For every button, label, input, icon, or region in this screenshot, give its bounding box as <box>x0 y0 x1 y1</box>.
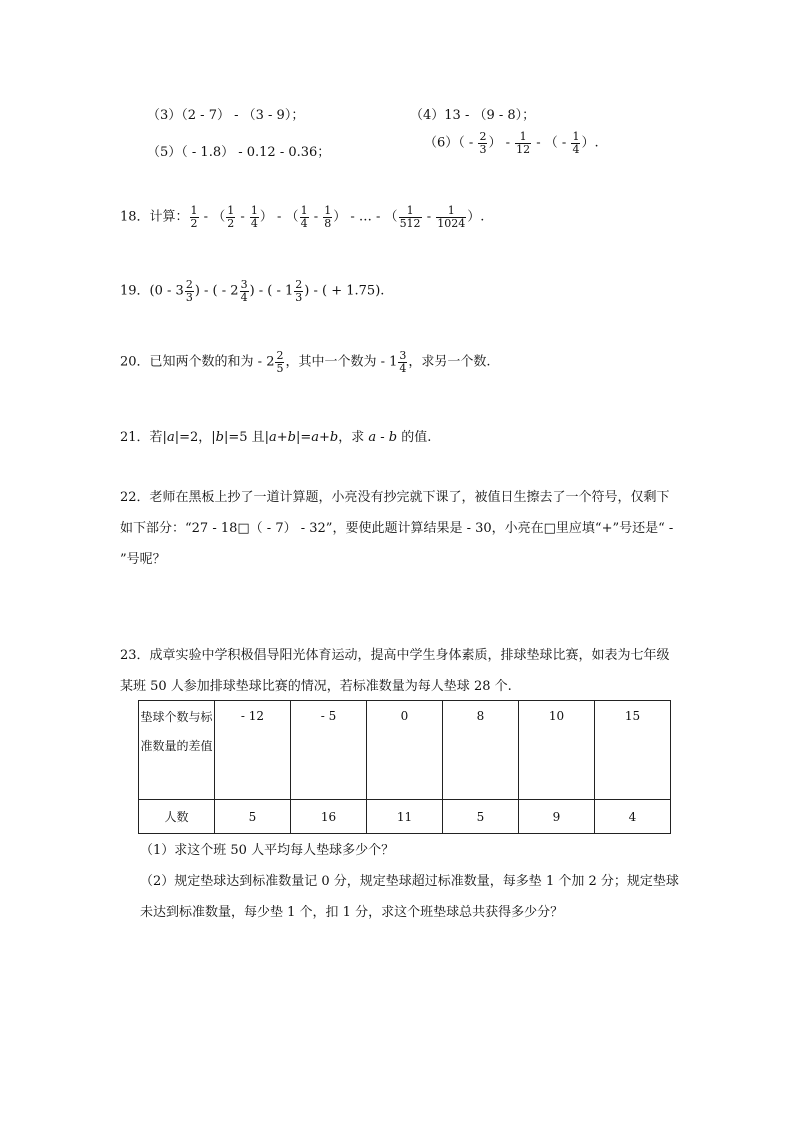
numerator: 2 <box>276 349 284 362</box>
numerator: 1 <box>250 204 258 217</box>
text: - <box>422 209 436 225</box>
text: |=5 且| <box>223 430 270 445</box>
text: - （ <box>199 209 226 225</box>
problem-18 <box>120 205 484 229</box>
text: ，其中一个数为 - 1 <box>285 354 398 370</box>
problem-23: 23．成章实验中学积极倡导阳光体育运动，提高中学生身体素质，排球垫球比赛，如表为七年级某班 50 人参加排球垫球比赛的情况，若标准数量为每人垫球 28 个. <box>120 648 670 694</box>
denominator: 5 <box>276 361 284 375</box>
denominator: 4 <box>572 142 580 156</box>
denominator: 512 <box>399 216 421 230</box>
numerator: 3 <box>240 278 248 291</box>
text: (0 - 3 <box>149 283 184 299</box>
table-cell: - 5 <box>291 701 367 800</box>
expression: a - b <box>368 430 398 445</box>
variable: a <box>166 430 175 445</box>
score-table <box>138 700 671 834</box>
fraction <box>398 350 407 374</box>
text: ，求另一个数. <box>408 354 491 370</box>
denominator: 3 <box>185 290 193 304</box>
problem-17-part-3: （3）（2 - 7） - （3 - 9）； <box>147 108 305 123</box>
fraction <box>300 205 309 229</box>
fraction <box>571 131 580 155</box>
fraction <box>399 205 422 229</box>
text: 20．已知两个数的和为 - 2 <box>120 354 275 370</box>
problem-20 <box>120 350 491 374</box>
denominator: 1024 <box>437 216 466 230</box>
variable: b <box>215 430 224 445</box>
numerator: 1 <box>572 130 580 143</box>
text: ） - （ <box>259 209 299 225</box>
denominator: 4 <box>240 290 248 304</box>
problem-label: 19． <box>120 283 150 299</box>
fraction <box>190 205 199 229</box>
table-cell: 16 <box>291 800 367 834</box>
table-cell: 8 <box>443 701 519 800</box>
table-cell: 5 <box>443 800 519 834</box>
problem-22: 22．老师在黑板上抄了一道计算题，小亮没有抄完就下课了，被值日生擦去了一个符号，仅剩下如下部分：“27 - 18□（ - 7） - 32”，要使此题计算结果是 - 30，小亮在□里应填“+”号还是“ - ”号呢？ <box>120 490 674 567</box>
text: ） - <box>488 135 515 151</box>
table-cell: 15 <box>595 701 671 800</box>
problem-17-part-4: （4）13 - （9 - 8）； <box>410 108 536 123</box>
denominator: 2 <box>227 216 235 230</box>
text: ，求 <box>338 430 369 445</box>
table-cell: 5 <box>215 800 291 834</box>
denominator: 2 <box>190 216 198 230</box>
fraction <box>275 350 284 374</box>
problem-17-part-5: （5）（ - 1.8） - 0.12 - 0.36； <box>147 145 331 160</box>
numerator: 1 <box>519 130 527 143</box>
table-cell: 0 <box>367 701 443 800</box>
table-cell: 10 <box>519 701 595 800</box>
problem-23-question-2: （2）规定垫球达到标准数量记 0 分，规定垫球超过标准数量，每多垫 1 个加 2 分；规定垫球未达到标准数量，每少垫 1 个，扣 1 分，求这个班垫球总共获得多少分？ <box>140 874 679 920</box>
numerator: 1 <box>447 204 455 217</box>
fraction <box>226 205 235 229</box>
denominator: 8 <box>324 216 332 230</box>
table-row <box>139 800 671 834</box>
table-cell: 4 <box>595 800 671 834</box>
problem-19 <box>120 279 384 303</box>
fraction <box>323 205 332 229</box>
table-header-cell: 人数 <box>139 800 215 834</box>
numerator: 2 <box>295 278 303 291</box>
numerator: 1 <box>227 204 235 217</box>
denominator: 12 <box>516 142 531 156</box>
text: |= <box>296 430 312 445</box>
numerator: 1 <box>324 204 332 217</box>
expression: a+b <box>269 430 296 445</box>
table-header-cell: 垫球个数与标准数量的差值 <box>139 701 215 800</box>
problem-17-part-6 <box>424 131 599 155</box>
denominator: 4 <box>300 216 308 230</box>
text: ） - … - （ <box>333 209 398 225</box>
numerator: 3 <box>399 349 407 362</box>
numerator: 1 <box>300 204 308 217</box>
text: - <box>309 209 323 225</box>
text: ) - ( - 1 <box>249 283 294 299</box>
text: |=2，| <box>174 430 216 445</box>
text: （6）（ - <box>424 135 478 151</box>
text: - <box>236 209 249 225</box>
table-cell: 11 <box>367 800 443 834</box>
table-row <box>139 701 671 800</box>
text: 的值. <box>397 430 432 445</box>
problem-23-question-1: （1）求这个班 50 人平均每人垫球多少个？ <box>140 843 395 858</box>
text: ）. <box>467 209 485 225</box>
expression: a+b <box>311 430 339 445</box>
numerator: 2 <box>479 130 487 143</box>
fraction <box>294 279 303 303</box>
numerator: 1 <box>190 204 198 217</box>
denominator: 3 <box>295 290 303 304</box>
numerator: 2 <box>185 278 193 291</box>
fraction <box>185 279 194 303</box>
denominator: 4 <box>250 216 258 230</box>
numerator: 1 <box>406 204 414 217</box>
fraction <box>250 205 259 229</box>
fraction <box>240 279 249 303</box>
text: ）. <box>581 135 599 151</box>
fraction <box>515 131 531 155</box>
problem-label: 18．计算： <box>120 209 189 225</box>
denominator: 4 <box>399 361 407 375</box>
table-cell: - 12 <box>215 701 291 800</box>
text: 21．若| <box>120 430 167 445</box>
fraction <box>436 205 466 229</box>
text: ) - ( - 2 <box>194 283 239 299</box>
fraction <box>478 131 487 155</box>
text: ) - ( + 1.75). <box>304 283 385 299</box>
table-cell: 9 <box>519 800 595 834</box>
problem-21 <box>120 426 431 445</box>
denominator: 3 <box>479 142 487 156</box>
text: - （ - <box>532 135 571 151</box>
